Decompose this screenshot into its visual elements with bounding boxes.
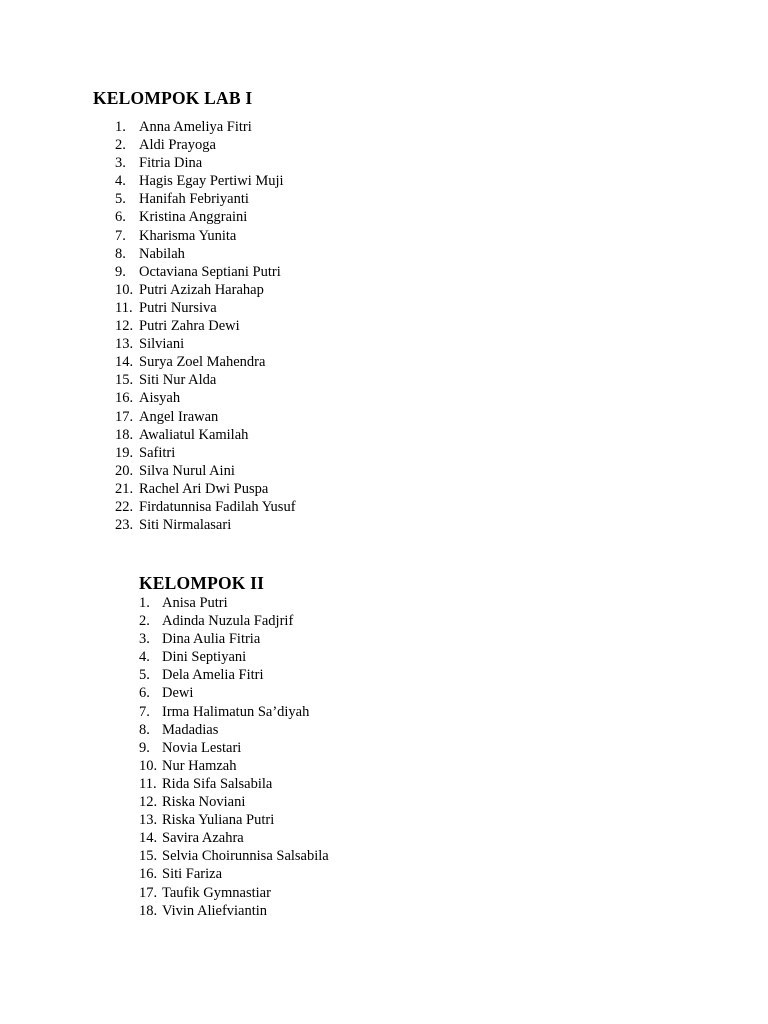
member-name: Taufik Gymnastiar bbox=[162, 884, 271, 901]
list-item bbox=[139, 757, 329, 775]
list-item-number: 4. bbox=[139, 649, 150, 666]
list-item-number: 20. bbox=[115, 462, 134, 479]
list-item-number: 7. bbox=[115, 227, 126, 244]
member-name: Riska Noviani bbox=[162, 794, 246, 811]
member-name: Hanifah Febriyanti bbox=[139, 191, 249, 208]
list-item-number: 9. bbox=[139, 739, 150, 756]
list-item-number: 17. bbox=[139, 884, 158, 901]
list-item-number: 11. bbox=[115, 299, 133, 316]
member-name: Dini Septiyani bbox=[162, 649, 247, 666]
list-item bbox=[115, 190, 296, 208]
member-name: Silviani bbox=[139, 336, 185, 353]
list-item-number: 13. bbox=[139, 812, 158, 829]
list-item bbox=[115, 172, 296, 190]
member-name: Selvia Choirunnisa Salsabila bbox=[162, 848, 329, 865]
member-name: Savira Azahra bbox=[162, 830, 244, 847]
member-name: Novia Lestari bbox=[162, 739, 242, 756]
list-item-number: 16. bbox=[115, 390, 134, 407]
list-item bbox=[139, 829, 329, 847]
list-item bbox=[115, 462, 296, 480]
list-item bbox=[115, 317, 296, 335]
list-item bbox=[139, 630, 329, 648]
list-item bbox=[115, 389, 296, 407]
list-item-number: 21. bbox=[115, 480, 134, 497]
list-item bbox=[115, 516, 296, 534]
member-name: Nabilah bbox=[139, 245, 185, 262]
list-item-number: 1. bbox=[115, 119, 126, 135]
member-name: Anisa Putri bbox=[162, 595, 228, 611]
list-item-number: 7. bbox=[139, 703, 150, 720]
group1-title: KELOMPOK LAB I bbox=[93, 88, 253, 108]
member-name: Firdatunnisa Fadilah Yusuf bbox=[139, 498, 296, 515]
list-item-number: 12. bbox=[115, 318, 134, 335]
member-name: Putri Nursiva bbox=[139, 299, 217, 316]
list-item bbox=[115, 444, 296, 462]
member-name: Fitria Dina bbox=[139, 155, 203, 172]
list-item bbox=[139, 793, 329, 811]
member-name: Dina Aulia Fitria bbox=[162, 631, 261, 648]
member-name: Silva Nurul Aini bbox=[139, 462, 235, 479]
list-item bbox=[139, 902, 329, 920]
list-item bbox=[115, 136, 296, 154]
member-name: Putri Azizah Harahap bbox=[139, 281, 264, 298]
list-item-number: 15. bbox=[139, 848, 158, 865]
list-item bbox=[139, 594, 329, 612]
list-item bbox=[139, 666, 329, 684]
list-item-number: 14. bbox=[139, 830, 158, 847]
member-name: Adinda Nuzula Fadjrif bbox=[162, 613, 294, 630]
member-name: Safitri bbox=[139, 444, 176, 461]
list-item bbox=[115, 227, 296, 245]
list-item-number: 8. bbox=[139, 721, 150, 738]
member-name: Octaviana Septiani Putri bbox=[139, 263, 281, 280]
list-item bbox=[115, 498, 296, 516]
list-item-number: 12. bbox=[139, 794, 158, 811]
member-name: Kharisma Yunita bbox=[139, 227, 237, 244]
list-item-number: 4. bbox=[115, 173, 126, 190]
list-item bbox=[115, 371, 296, 389]
list-item bbox=[115, 154, 296, 172]
member-name: Kristina Anggraini bbox=[139, 209, 248, 226]
list-item bbox=[139, 884, 329, 902]
list-item-number: 18. bbox=[115, 426, 134, 443]
list-item bbox=[115, 426, 296, 444]
member-name: Siti Nur Alda bbox=[139, 372, 217, 389]
member-name: Anna Ameliya Fitri bbox=[139, 119, 252, 135]
member-name: Irma Halimatun Sa’diyah bbox=[162, 703, 310, 720]
list-item bbox=[115, 263, 296, 281]
list-item bbox=[115, 335, 296, 353]
list-item-number: 2. bbox=[139, 613, 150, 630]
member-name: Riska Yuliana Putri bbox=[162, 812, 275, 829]
member-name: Dela Amelia Fitri bbox=[162, 667, 264, 684]
member-name: Siti Fariza bbox=[162, 866, 223, 883]
member-name: Angel Irawan bbox=[139, 408, 219, 425]
list-item bbox=[115, 208, 296, 226]
list-item-number: 22. bbox=[115, 498, 134, 515]
list-item bbox=[115, 281, 296, 299]
member-name: Dewi bbox=[162, 685, 194, 702]
list-item-number: 10. bbox=[139, 757, 158, 774]
list-item-number: 16. bbox=[139, 866, 158, 883]
list-item bbox=[115, 480, 296, 498]
member-name: Hagis Egay Pertiwi Muji bbox=[139, 173, 284, 190]
list-item-number: 13. bbox=[115, 336, 134, 353]
member-name: Aldi Prayoga bbox=[139, 137, 216, 154]
list-item bbox=[139, 703, 329, 721]
list-item bbox=[139, 865, 329, 883]
list-item-number: 15. bbox=[115, 372, 134, 389]
list-item-number: 11. bbox=[139, 775, 157, 792]
list-item-number: 1. bbox=[139, 595, 150, 611]
member-name: Madadias bbox=[162, 721, 219, 738]
list-item bbox=[115, 118, 296, 136]
list-item-number: 8. bbox=[115, 245, 126, 262]
list-item bbox=[115, 408, 296, 426]
member-name: Rachel Ari Dwi Puspa bbox=[139, 480, 269, 497]
list-item-number: 17. bbox=[115, 408, 134, 425]
member-name: Vivin Aliefviantin bbox=[162, 902, 268, 919]
member-name: Putri Zahra Dewi bbox=[139, 318, 240, 335]
group1-member-list bbox=[115, 118, 296, 534]
list-item-number: 3. bbox=[115, 155, 126, 172]
member-name: Aisyah bbox=[139, 390, 181, 407]
member-name: Rida Sifa Salsabila bbox=[162, 775, 273, 792]
list-item-number: 18. bbox=[139, 902, 158, 919]
list-item-number: 5. bbox=[139, 667, 150, 684]
list-item bbox=[139, 739, 329, 757]
list-item-number: 6. bbox=[115, 209, 126, 226]
list-item-number: 3. bbox=[139, 631, 150, 648]
list-item bbox=[139, 721, 329, 739]
list-item-number: 2. bbox=[115, 137, 126, 154]
list-item bbox=[115, 245, 296, 263]
member-name: Siti Nirmalasari bbox=[139, 517, 232, 534]
group2-member-list bbox=[139, 594, 329, 920]
member-name: Nur Hamzah bbox=[162, 757, 237, 774]
list-item-number: 19. bbox=[115, 444, 134, 461]
list-item bbox=[115, 299, 296, 317]
list-item-number: 10. bbox=[115, 281, 134, 298]
list-item-number: 9. bbox=[115, 263, 126, 280]
member-name: Surya Zoel Mahendra bbox=[139, 354, 266, 371]
list-item bbox=[115, 353, 296, 371]
list-item bbox=[139, 811, 329, 829]
list-item bbox=[139, 648, 329, 666]
list-item-number: 6. bbox=[139, 685, 150, 702]
list-item-number: 5. bbox=[115, 191, 126, 208]
list-item bbox=[139, 684, 329, 702]
list-item bbox=[139, 847, 329, 865]
list-item bbox=[139, 775, 329, 793]
group2-title: KELOMPOK II bbox=[139, 573, 265, 593]
list-item-number: 23. bbox=[115, 517, 134, 534]
list-item bbox=[139, 612, 329, 630]
member-name: Awaliatul Kamilah bbox=[139, 426, 249, 443]
list-item-number: 14. bbox=[115, 354, 134, 371]
